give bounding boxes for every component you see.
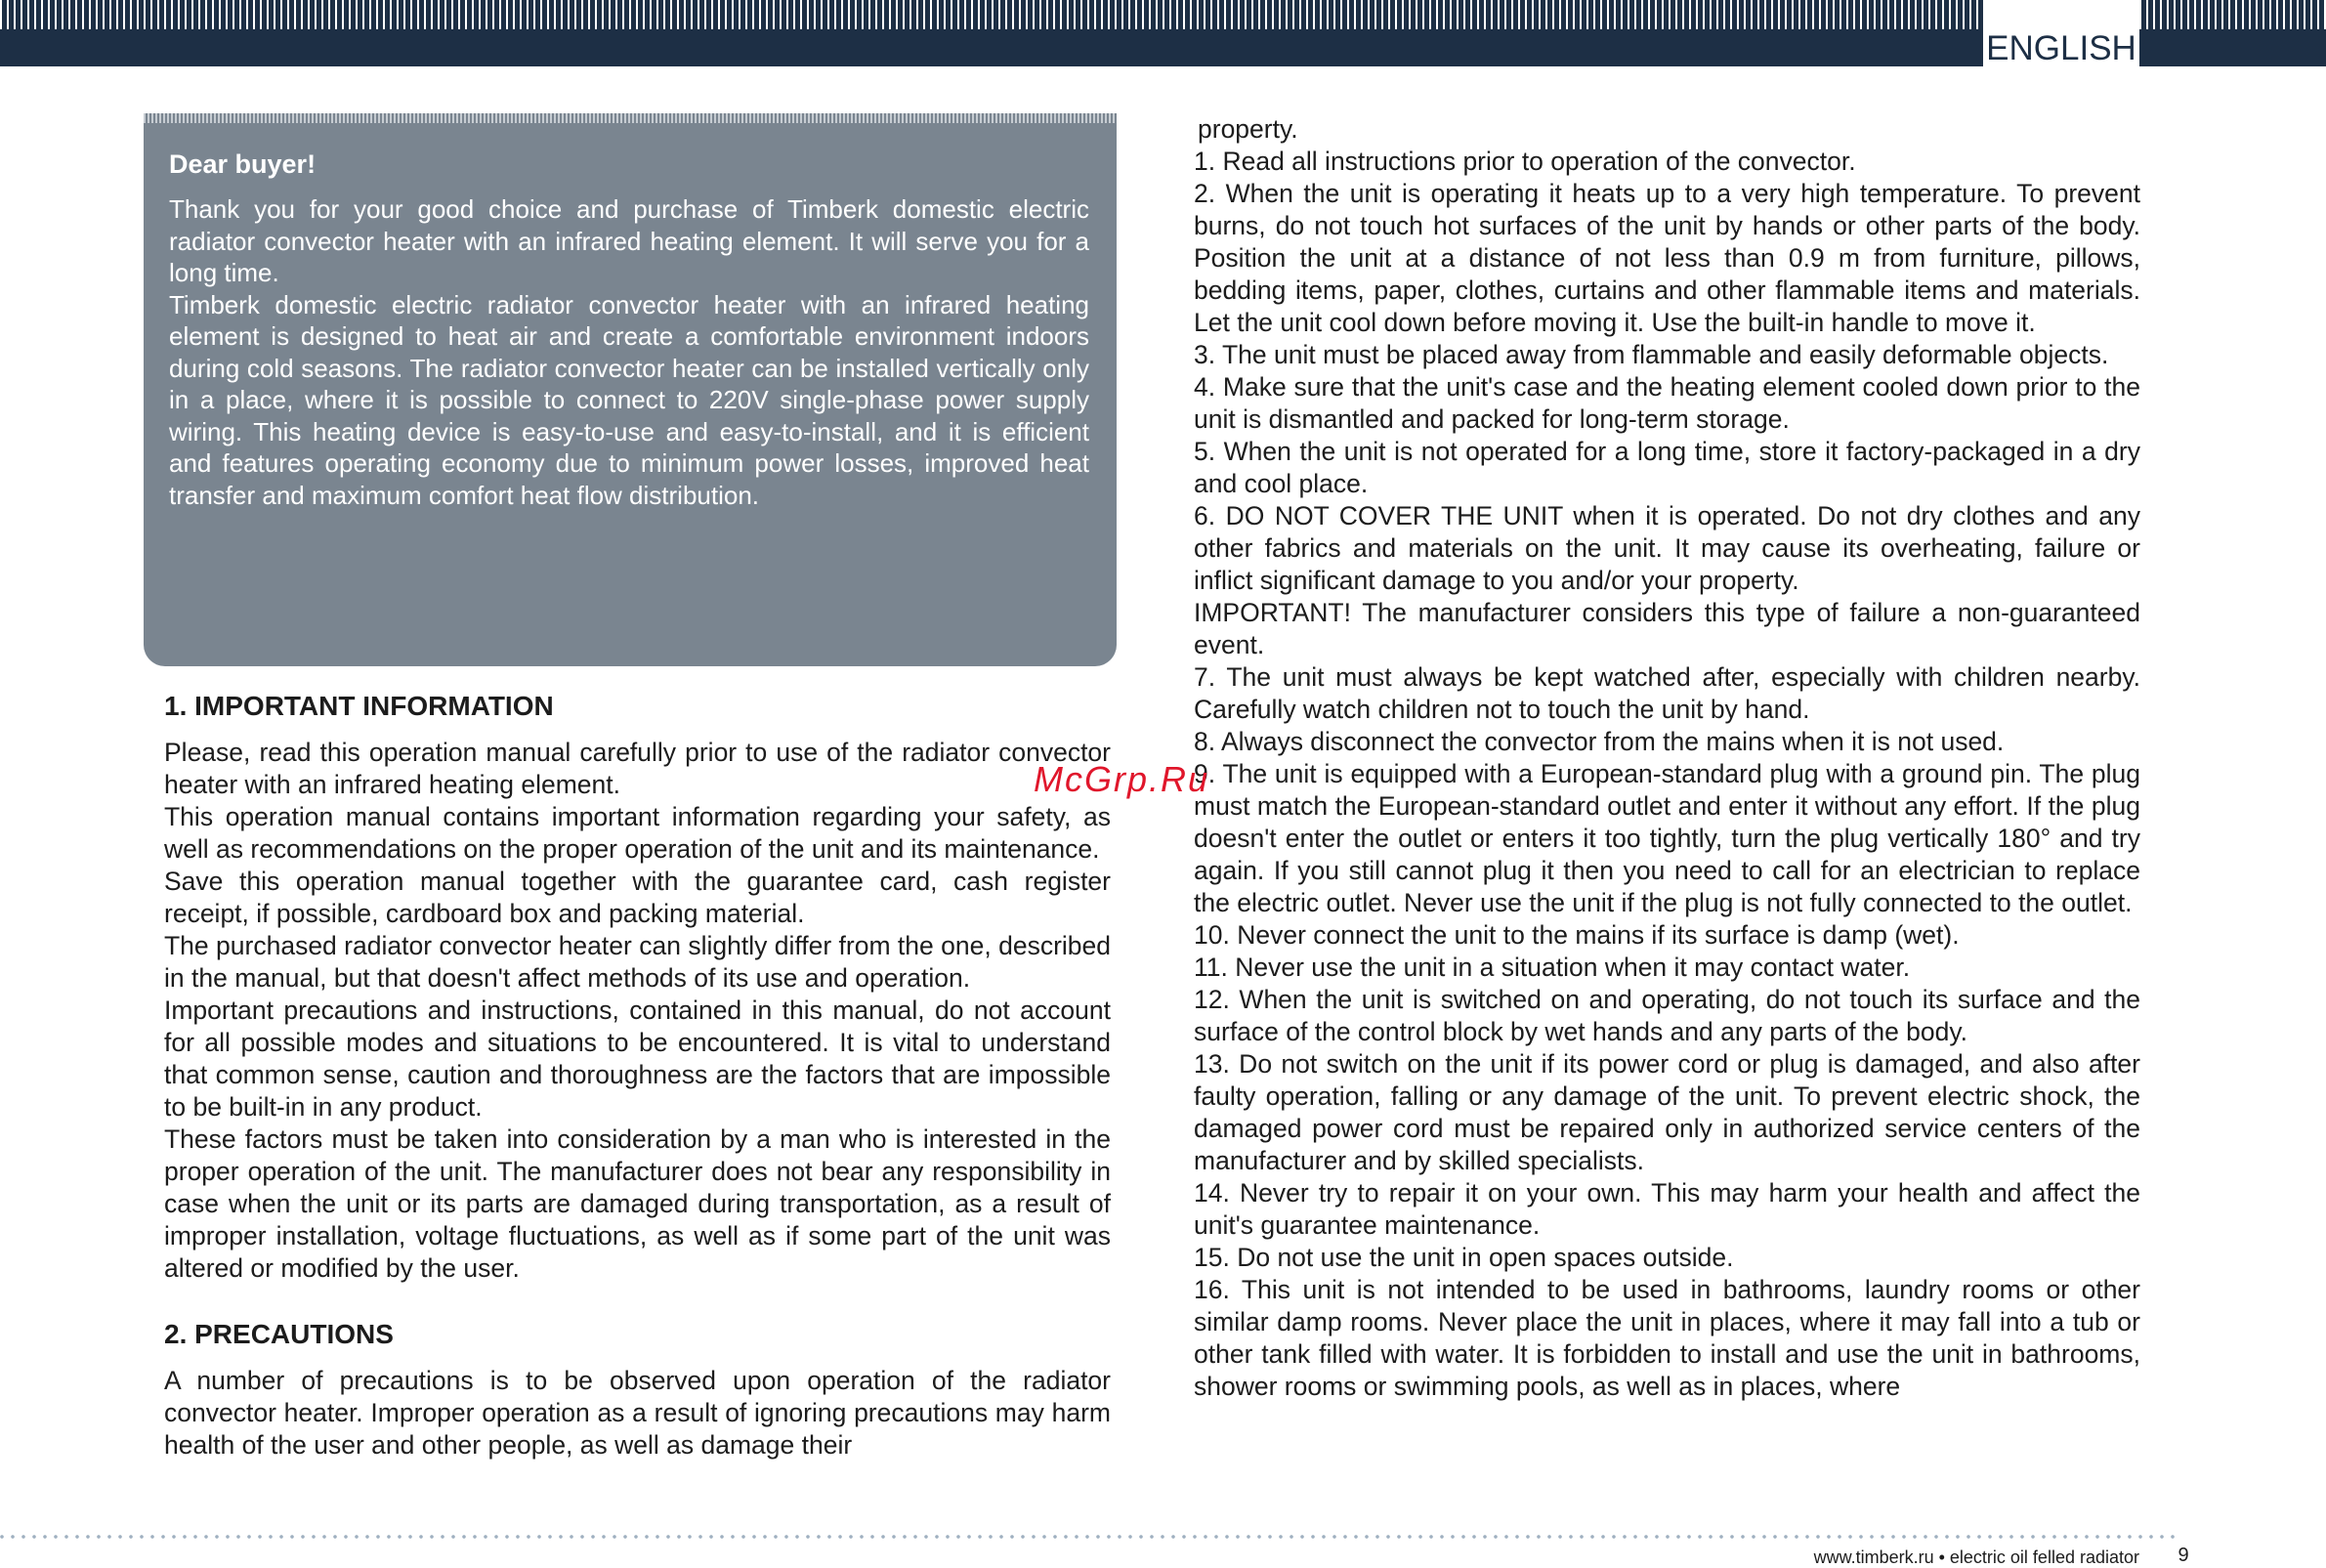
section-paragraph: These factors must be taken into consideration by a man who is interested in the proper operation of the unit. The manufacturer does not bear any responsibility in case when the unit or its parts are damaged during transportation, as a result of improper installation, voltage fluctuations, as well as if some part of the unit was altered or modified by the user. <box>164 1124 1111 1283</box>
page-number: 9 <box>2178 1545 2189 1566</box>
precaution-item: 15. Do not use the unit in open spaces outside. <box>1194 1243 1734 1272</box>
section-title-important-information: 1. IMPORTANT INFORMATION <box>164 691 554 721</box>
left-column <box>164 690 1111 1462</box>
section-paragraph: Save this operation manual together with the guarantee card, cash register receipt, if possible, cardboard box and packing material. <box>164 867 1111 928</box>
precaution-item: 16. This unit is not intended to be used in bathrooms, laundry rooms or other similar damp rooms. Never place the unit in places, where it may fall into a tub or other tank filled with water. It is forbidden to install and use the unit in bathrooms, shower rooms or swimming pools, as well as in places, where <box>1194 1275 2140 1401</box>
precaution-item: 7. The unit must always be kept watched after, especially with children nearby. Carefully watch children not to touch the unit by hand. <box>1194 662 2140 724</box>
precaution-item: 1. Read all instructions prior to operation of the convector. <box>1194 147 1856 176</box>
precaution-item: 8. Always disconnect the convector from the mains when it is not used. <box>1194 727 2005 756</box>
intro-paragraph: Thank you for your good choice and purchase of Timberk domestic electric radiator convector heater with an infrared heating element. It will serve you for a long time. <box>169 194 1089 287</box>
precaution-item: 10. Never connect the unit to the mains if its surface is damp (wet). <box>1194 920 1960 950</box>
section-paragraph: Please, read this operation manual carefully prior to use of the radiator convector heater with an infrared heating element. <box>164 738 1111 799</box>
precaution-item: 14. Never try to repair it on your own. This may harm your health and affect the unit's guarantee maintenance. <box>1194 1178 2140 1240</box>
precaution-item: 12. When the unit is switched on and operating, do not touch its surface and the surface of the control block by wet hands and any parts of the body. <box>1194 985 2140 1046</box>
intro-paragraph: Timberk domestic electric radiator convector heater with an infrared heating element is designed to heat air and create a comfortable environment indoors during cold seasons. The radiator convector heater can be installed vertically only in a place, where it is possible to connect to 220V single-phase power supply wiring. This heating device is easy-to-use and easy-to-install, and it is efficient and features operating economy due to minimum power losses, improved heat transfer and maximum comfort heat flow distribution. <box>169 289 1089 510</box>
intro-box-stripes <box>144 113 1117 123</box>
precaution-item: 11. Never use the unit in a situation when it may contact water. <box>1194 953 1911 982</box>
language-label: ENGLISH <box>1986 29 2136 66</box>
precaution-item: property. <box>1198 114 1298 144</box>
precaution-item: 9. The unit is equipped with a European-standard plug with a ground pin. The plug must match the European-standard outlet and enter it without any effort. If the plug doesn't enter the outlet or enters it too tightly, turn the plug vertically 180° and try again. If you still cannot plug it then you need to call for an electrician to replace the electric outlet. Never use the unit if the plug is not fully connected to the outlet. <box>1194 759 2140 917</box>
intro-greeting: Dear buyer! <box>169 149 317 179</box>
right-column <box>1194 113 2140 1403</box>
precaution-item: 6. DO NOT COVER THE UNIT when it is operated. Do not dry clothes and any other fabrics and materials on the unit. It may cause its overheating, failure or inflict significant damage to you and/or your property. <box>1194 501 2140 595</box>
section-title-precautions: 2. PRECAUTIONS <box>164 1319 394 1349</box>
precaution-item: 2. When the unit is operating it heats up to a very high temperature. To prevent burns, do not touch hot surfaces of the unit by hands or other parts of the body. Position the unit at a distance of not less than 0.9 m from furniture, pillows, bedding items, paper, clothes, curtains and other flammable items and materials. Let the unit cool down before moving it. Use the built-in handle to move it. <box>1194 179 2140 337</box>
precaution-item: 13. Do not switch on the unit if its power cord or plug is damaged, and also after faulty operation, falling or any damage of the unit. To prevent electric shock, the damaged power cord must be repaired only in authorized service centers of the manufacturer and by skilled specialists. <box>1194 1049 2140 1175</box>
precaution-item: 3. The unit must be placed away from flammable and easily deformable objects. <box>1194 340 2109 369</box>
section-paragraph: Important precautions and instructions, contained in this manual, do not account for all possible modes and situations to be encountered. It is vital to understand that common sense, caution and thoroughness are the factors that are impossible to be built-in in any product. <box>164 996 1111 1122</box>
watermark: McGrp.Ru <box>1034 759 1210 799</box>
section-paragraph: A number of precautions is to be observed upon operation of the radiator convector heater. Improper operation as a result of ignoring precautions may harm health of the user and other people, as well as damage their <box>164 1366 1111 1460</box>
footer-url: www.timberk.ru • electric oil felled radiator <box>1813 1547 2139 1567</box>
section-paragraph: The purchased radiator convector heater can slightly differ from the one, described in the manual, but that doesn't affect methods of its use and operation. <box>164 931 1111 993</box>
header-stripes-left <box>0 0 1983 29</box>
precaution-item: 4. Make sure that the unit's case and the heating element cooled down prior to the unit is dismantled and packed for long-term storage. <box>1194 372 2140 434</box>
section-paragraph: This operation manual contains important information regarding your safety, as well as recommendations on the proper operation of the unit and its maintenance. <box>164 802 1111 864</box>
header-stripes-right <box>2139 0 2326 29</box>
precaution-item: 5. When the unit is not operated for a long time, store it factory-packaged in a dry and cool place. <box>1194 437 2140 498</box>
intro-box <box>144 113 1117 666</box>
section-spacer <box>164 1285 1111 1318</box>
header-bar <box>0 0 2326 66</box>
footer-dotted-rule <box>0 1535 2178 1539</box>
precaution-item: IMPORTANT! The manufacturer considers this type of failure a non-guaranteed event. <box>1194 598 2140 659</box>
